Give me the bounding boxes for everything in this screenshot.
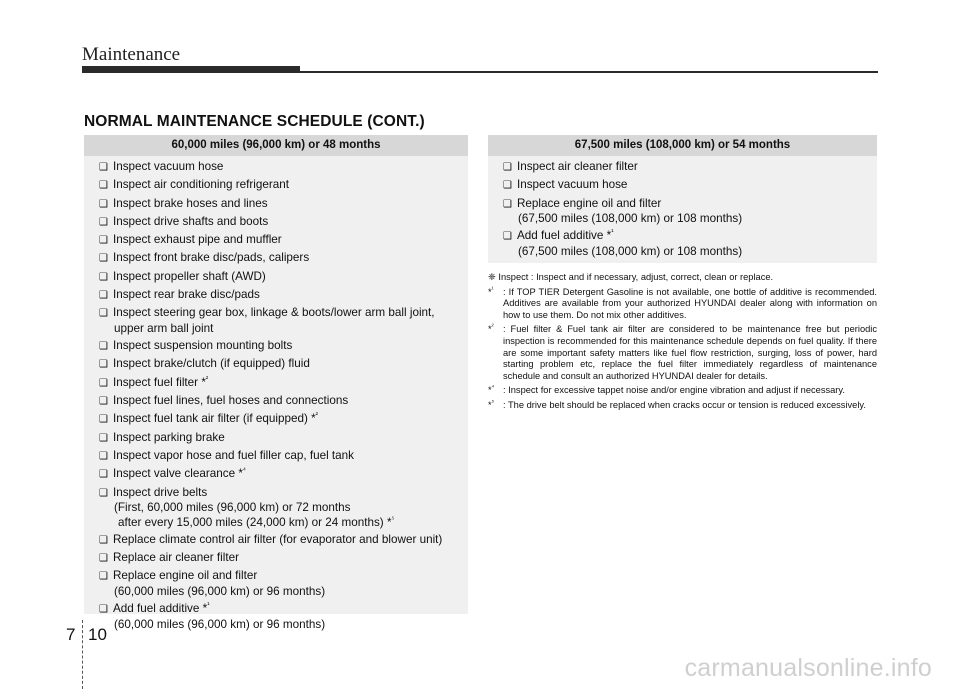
checklist-item-label: ❑ Inspect fuel lines, fuel hoses and connections — [99, 394, 468, 410]
checkbox-icon: ❑ — [99, 235, 108, 247]
checklist-item — [99, 233, 468, 249]
checklist-item — [99, 569, 468, 599]
footnote-marker: *$^{^1}$ — [488, 286, 494, 297]
checkbox-icon: ❑ — [99, 198, 108, 210]
footnote-text: : Inspect for excessive tappet noise and/or engine vibration and adjust if necessary. — [503, 385, 845, 396]
footnote-text: : If TOP TIER Detergent Gasoline is not available, one bottle of additive is recommended. Additives are available from your authorized HYUNDAI dealer along with information on how to use them. Do not mix other additives. — [503, 286, 877, 320]
checklist-item — [99, 306, 468, 336]
footnote-marker: *$^{^5}$ — [488, 399, 495, 410]
checklist-item-label: ❑ Inspect vapor hose and fuel filler cap, fuel tank — [99, 449, 468, 465]
checkbox-icon: ❑ — [99, 469, 108, 481]
checkbox-icon: ❑ — [99, 450, 108, 462]
checklist-item-label: ❑ Inspect air cleaner filter — [503, 160, 877, 176]
checklist-item — [99, 215, 468, 231]
checklist-item-label: ❑ Inspect drive belts — [99, 486, 468, 502]
checklist-item — [503, 229, 877, 259]
checklist-item-label: ❑ Inspect brake/clutch (if equipped) fluid — [99, 357, 468, 373]
footnote — [488, 400, 877, 412]
checklist-item — [99, 467, 468, 483]
checklist-item-label: ❑ Inspect steering gear box, linkage & boots/lower arm ball joint, — [99, 306, 468, 322]
checklist-item — [99, 339, 468, 355]
checkbox-icon: ❑ — [99, 162, 108, 173]
checklist-item — [503, 197, 877, 227]
checklist-item-label: ❑ Add fuel additive *$^{^1}$ — [99, 602, 468, 618]
checklist-item — [99, 449, 468, 465]
checklist-item-label: ❑ Inspect front brake disc/pads, calipers — [99, 251, 468, 267]
checkbox-icon: ❑ — [503, 198, 512, 210]
checklist-item-detail: (67,500 miles (108,000 km) or 108 months) — [518, 244, 743, 258]
checklist-item-label: ❑ Inspect air conditioning refrigerant — [99, 178, 468, 194]
checkbox-icon: ❑ — [99, 216, 108, 228]
footnote-text: : Fuel filter & Fuel tank air filter are considered to be maintenance free but periodic inspection is recommended for this maintenance schedule depends on fuel quality. If there are some important safety matters like fuel flow restriction, surging, loss of power, hard starting problem etc, replace the fuel filter immediately regardless of maintenance schedule and consult an authorized HYUNDAI dealer for details. — [503, 324, 877, 381]
checkbox-icon: ❑ — [99, 487, 108, 499]
checklist-item — [99, 412, 468, 428]
checkbox-icon: ❑ — [503, 180, 512, 192]
checklist-item-label: ❑ Inspect parking brake — [99, 431, 468, 447]
checklist-item-label: ❑ Inspect fuel tank air filter (if equipped) *$^{^2}$ — [99, 412, 468, 428]
checklist — [488, 156, 877, 259]
checklist-item-label: ❑ Inspect vacuum hose — [503, 178, 877, 194]
checklist-item-label: ❑ Inspect brake hoses and lines — [99, 197, 468, 213]
checkbox-icon: ❑ — [99, 308, 108, 320]
footnote-text: : The drive belt should be replaced when cracks occur or tension is reduced excessively. — [503, 399, 866, 410]
header-bar-thick — [82, 66, 300, 73]
footnote-list — [488, 287, 877, 412]
checklist-item-detail: (67,500 miles (108,000 km) or 108 months) — [518, 212, 743, 226]
checkbox-icon: ❑ — [99, 432, 108, 444]
watermark: carmanualsonline.info — [684, 654, 932, 682]
checklist-item-detail: after every 15,000 miles (24,000 km) or 24 months) *$^{^5}$ — [118, 515, 395, 529]
footnotes — [488, 272, 877, 415]
checkbox-icon: ❑ — [99, 553, 108, 565]
footer-divider — [82, 620, 83, 689]
page-header-title: Maintenance — [82, 44, 181, 65]
footnote — [488, 385, 877, 397]
footnote-marker: *$^{^2}$ — [488, 324, 494, 335]
checklist — [84, 156, 468, 632]
checkbox-icon: ❑ — [503, 162, 512, 173]
footnote — [488, 324, 877, 382]
checklist-item — [99, 251, 468, 267]
checklist-item — [503, 160, 877, 176]
checkbox-icon: ❑ — [99, 359, 108, 371]
checklist-item — [99, 431, 468, 447]
checklist-item — [99, 288, 468, 304]
checklist-item-detail: (60,000 miles (96,000 km) or 96 months) — [114, 584, 326, 598]
footnote — [488, 287, 877, 322]
checklist-item-detail: upper arm ball joint — [114, 321, 214, 335]
panel-header: 60,000 miles (96,000 km) or 48 months — [84, 135, 468, 156]
checklist-item-label: ❑ Replace engine oil and filter — [99, 569, 468, 585]
checklist-item-label: ❑ Inspect exhaust pipe and muffler — [99, 233, 468, 249]
checkbox-icon: ❑ — [99, 604, 108, 616]
checklist-item-detail: (60,000 miles (96,000 km) or 96 months) — [114, 617, 326, 631]
checkbox-icon: ❑ — [99, 571, 108, 583]
schedule-panel-67500 — [488, 135, 877, 263]
footnote-marker: *$^{^4}$ — [488, 385, 495, 396]
checklist-item — [99, 270, 468, 286]
checklist-item — [99, 551, 468, 567]
checkbox-icon: ❑ — [99, 180, 108, 192]
checklist-item — [99, 394, 468, 410]
inspect-legend: ❈ Inspect : Inspect and if necessary, adjust, correct, clean or replace. — [488, 272, 774, 282]
checklist-item — [99, 357, 468, 373]
checklist-item-label: ❑ Inspect rear brake disc/pads — [99, 288, 468, 304]
checklist-item — [99, 486, 468, 531]
header-rule — [300, 71, 878, 73]
checklist-item-label: ❑ Replace climate control air filter (for evaporator and blower unit) — [99, 533, 468, 549]
checklist-item-label: ❑ Inspect suspension mounting bolts — [99, 339, 468, 355]
checklist-item — [503, 178, 877, 194]
checklist-item — [99, 197, 468, 213]
checklist-item-label: ❑ Inspect vacuum hose — [99, 160, 468, 176]
checklist-item-label: ❑ Add fuel additive *$^{^1}$ — [503, 229, 877, 245]
checkbox-icon: ❑ — [99, 341, 108, 353]
checklist-item — [99, 178, 468, 194]
checkbox-icon: ❑ — [99, 377, 108, 389]
checklist-item — [99, 376, 468, 392]
chapter-number: 7 — [66, 625, 76, 644]
checklist-item — [99, 160, 468, 176]
checkbox-icon: ❑ — [99, 253, 108, 265]
checkbox-icon: ❑ — [99, 271, 108, 283]
checklist-item — [99, 533, 468, 549]
checklist-item-detail: (First, 60,000 miles (96,000 km) or 72 months — [114, 501, 351, 515]
checkbox-icon: ❑ — [99, 414, 108, 426]
schedule-panel-60000 — [84, 135, 468, 631]
checklist-item-label: ❑ Replace engine oil and filter — [503, 197, 877, 213]
checklist-item-label: ❑ Inspect fuel filter *$^{^2}$ — [99, 376, 468, 392]
checklist-item-label: ❑ Inspect propeller shaft (AWD) — [99, 270, 468, 286]
section-title: NORMAL MAINTENANCE SCHEDULE (CONT.) — [84, 113, 425, 130]
checklist-item — [99, 602, 468, 632]
checkbox-icon: ❑ — [99, 396, 108, 408]
checkbox-icon: ❑ — [99, 290, 108, 302]
checklist-item-label: ❑ Inspect drive shafts and boots — [99, 215, 468, 231]
checklist-item-label: ❑ Replace air cleaner filter — [99, 551, 468, 567]
checkbox-icon: ❑ — [503, 231, 512, 243]
panel-header: 67,500 miles (108,000 km) or 54 months — [488, 135, 877, 156]
checklist-item-label: ❑ Inspect valve clearance *$^{^4}$ — [99, 467, 468, 483]
checkbox-icon: ❑ — [99, 534, 108, 546]
page-number: 10 — [88, 625, 107, 644]
